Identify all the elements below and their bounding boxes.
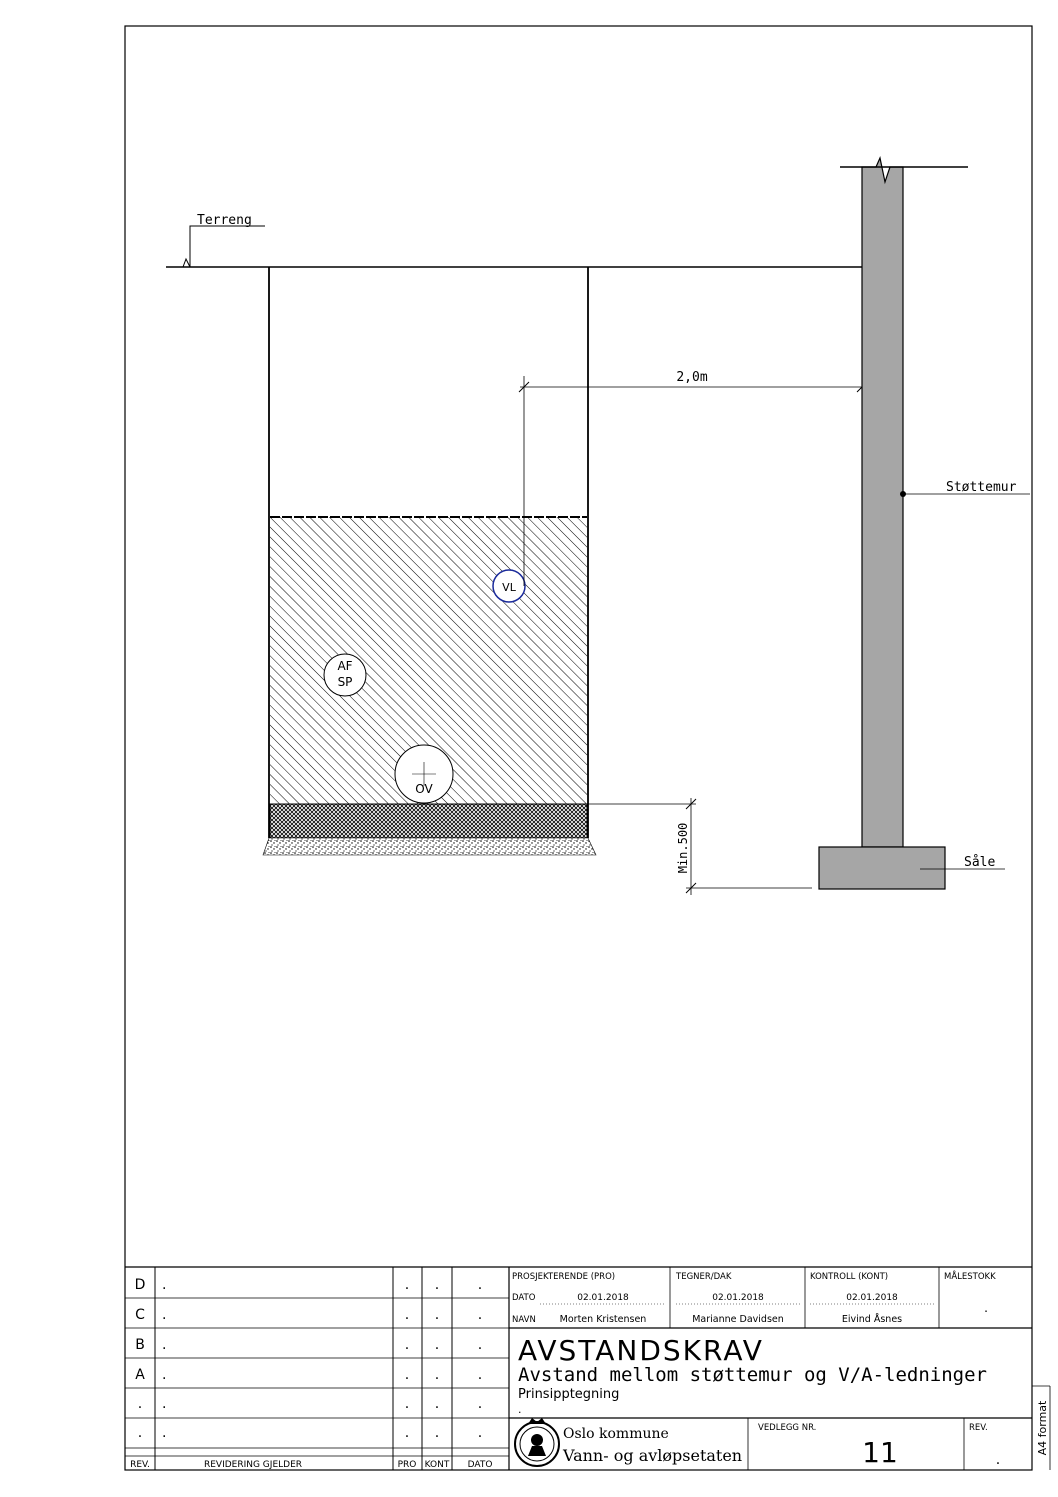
rev-row-5-dato: . [477, 1396, 483, 1412]
terrain-label: Terreng [197, 213, 252, 228]
org-line1: Oslo kommune [563, 1426, 669, 1442]
rev-row-a-pro: . [404, 1367, 410, 1383]
drawing-title [518, 1334, 987, 1416]
rev-row-a-kont: . [434, 1367, 440, 1383]
rev-row-b-pro: . [404, 1337, 410, 1353]
rev-row-c-dato: . [477, 1307, 483, 1323]
rev-row-a-dato: . [477, 1367, 483, 1383]
rev-row-d-text: . [162, 1277, 167, 1293]
projecting-date: 02.01.2018 [577, 1293, 629, 1303]
rev-row-c-text: . [162, 1307, 167, 1323]
rev-header-text: REVIDERING GJELDER [203, 1460, 303, 1470]
rev-row-a-text: . [162, 1367, 167, 1383]
control-name: Eivind Åsnes [841, 1314, 903, 1325]
rev-row-b-id: B [135, 1337, 145, 1353]
appendix-number: 11 [862, 1436, 898, 1469]
rev-header-pro: PRO [397, 1460, 417, 1470]
footing-label: Såle [964, 855, 996, 870]
revision-table [130, 1277, 492, 1470]
pipe-af-sp [324, 654, 366, 696]
gravel-base [263, 838, 596, 855]
min-depth-label: Min.500 [676, 822, 690, 874]
rev-row-b-text: . [162, 1337, 167, 1353]
title-subtitle: Avstand mellom støttemur og V/A-ledninger [518, 1364, 987, 1386]
terrain-marker [183, 226, 265, 267]
rev-header-kont: KONT [424, 1460, 450, 1470]
pipe-sp-label: SP [337, 675, 353, 689]
rev-header-rev: REV. [130, 1460, 150, 1470]
rev-row-d-id: D [134, 1277, 146, 1293]
rev-row-6-kont: . [434, 1425, 440, 1441]
rev-row-a-id: A [135, 1367, 145, 1383]
drafter-name: Marianne Davidsen [692, 1314, 784, 1325]
rev-value: . [995, 1452, 1001, 1468]
rev-row-6-dato: . [477, 1425, 483, 1441]
rev-row-5-text: . [162, 1396, 167, 1412]
format-label: A4 format [1036, 1400, 1049, 1456]
rev-row-5-id: . [137, 1396, 143, 1412]
rev-row-6-pro: . [404, 1425, 410, 1441]
pipe-ov-label: OV [415, 782, 433, 796]
dimension-label-2m: 2,0m [676, 370, 708, 385]
organisation [515, 1418, 742, 1466]
title-main: AVSTANDSKRAV [518, 1334, 764, 1367]
rev-row-b-kont: . [434, 1337, 440, 1353]
control-label: KONTROLL (KONT) [810, 1272, 889, 1282]
rev-row-c-id: C [135, 1307, 145, 1323]
drafter-date: 02.01.2018 [712, 1293, 764, 1303]
rev-row-d-pro: . [404, 1277, 410, 1293]
rev-row-5-kont: . [434, 1396, 440, 1412]
rev-row-c-kont: . [434, 1307, 440, 1323]
scale-value: . [984, 1301, 988, 1315]
rev-row-6-id: . [137, 1425, 143, 1441]
drafter-label: TEGNER/DAK [676, 1272, 732, 1282]
rev-row-d-dato: . [477, 1277, 483, 1293]
section-drawing [166, 158, 1030, 895]
org-line2: Vann- og avløpsetaten [563, 1446, 743, 1465]
bedding-zone [270, 804, 587, 838]
projecting-label: PROSJEKTERENDE (PRO) [512, 1272, 616, 1282]
rev-label: REV. [969, 1423, 988, 1433]
title-subtitle3: . [518, 1403, 522, 1416]
pipe-vl [493, 570, 525, 602]
rev-header-dato: DATO [467, 1460, 493, 1470]
pipe-ov [395, 745, 453, 803]
signature-block [512, 1270, 996, 1325]
name-label: NAVN [512, 1315, 536, 1325]
retaining-wall-label: Støttemur [946, 480, 1017, 495]
projecting-name: Morten Kristensen [559, 1314, 647, 1325]
rev-row-6-text: . [162, 1425, 167, 1441]
control-date: 02.01.2018 [846, 1293, 898, 1303]
rev-row-5-pro: . [404, 1396, 410, 1412]
title-subtitle2: Prinsipptegning [518, 1387, 620, 1402]
scale-label: MÅLESTOKK [944, 1272, 996, 1282]
retaining-wall [862, 158, 903, 847]
pipe-af-label: AF [337, 659, 353, 673]
oslo-seal-icon [515, 1418, 559, 1466]
date-label: DATO [512, 1293, 536, 1303]
rev-row-d-kont: . [434, 1277, 440, 1293]
appendix-label: VEDLEGG NR. [758, 1423, 817, 1433]
pipe-vl-label: VL [502, 581, 516, 594]
rev-row-b-dato: . [477, 1337, 483, 1353]
rev-row-c-pro: . [404, 1307, 410, 1323]
footing [819, 847, 945, 889]
